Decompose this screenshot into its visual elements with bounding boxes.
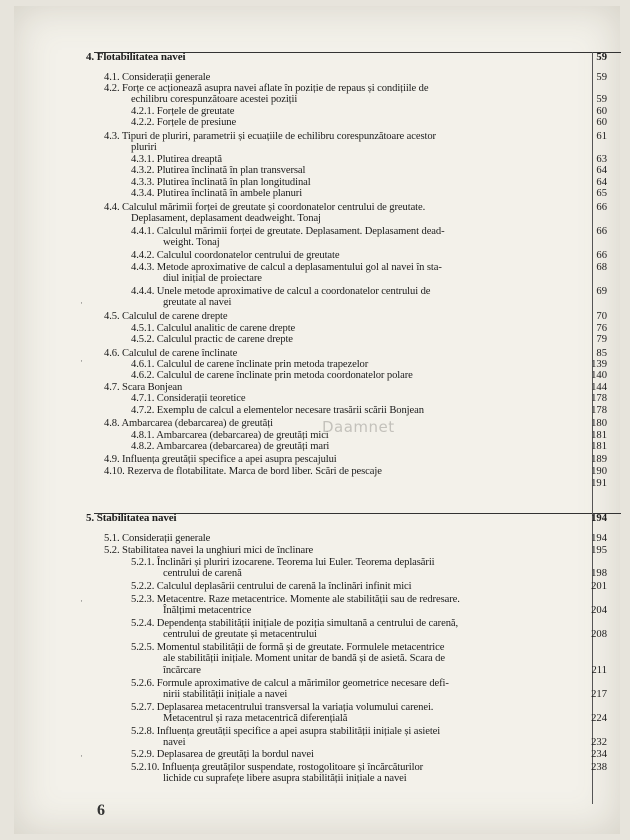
toc-page-number: 211 — [591, 665, 607, 676]
book-page — [14, 6, 620, 834]
toc-entry: Înălțimi metacentrice — [163, 605, 252, 616]
toc-page-number: 181 — [591, 430, 607, 441]
toc-page-number: 66 — [596, 250, 607, 261]
toc-entry: 5.2.4. Dependența stabilității inițiale de poziția simultană a centrului de carenă, — [131, 618, 459, 629]
toc-page-number: 189 — [591, 454, 607, 465]
toc-page-number: 65 — [596, 188, 607, 199]
page-number: 6 — [97, 802, 105, 819]
margin-mark: · — [80, 298, 83, 308]
toc-entry: 4.2.2. Forțele de presiune — [131, 117, 237, 128]
toc-page-number: 217 — [591, 689, 607, 700]
toc-entry: 5.2.2. Calculul deplasării centrului de carenă la înclinări infinit mici — [131, 581, 412, 592]
section-heading: 5. Stabilitatea navei — [86, 512, 177, 524]
toc-entry: 4.4.4. Unele metode aproximative de calcul a coordonatelor centrului de — [131, 286, 431, 297]
toc-entry: încărcare — [163, 665, 201, 676]
toc-entry: 4.6.1. Calculul de carene înclinate prin metoda trapezelor — [131, 359, 369, 370]
toc-page-number: 238 — [591, 762, 607, 773]
toc-entry: lichide cu suprafețe libere asupra stabilității inițiale a navei — [163, 773, 407, 784]
toc-entry: 4.9. Influența greutății specifice a apei asupra pescajului — [104, 454, 337, 465]
toc-entry: 4.7. Scara Bonjean — [104, 382, 183, 393]
toc-page-number: 204 — [591, 605, 607, 616]
toc-page-number: 194 — [591, 533, 607, 544]
toc-page-number: 59 — [596, 72, 607, 83]
toc-page-number: 139 — [591, 359, 607, 370]
toc-entry: Metacentrul și raza metacentrică diferențială — [163, 713, 348, 724]
toc-entry: 4.3.3. Plutirea înclinată în plan longitudinal — [131, 177, 311, 188]
toc-page-number: 70 — [596, 311, 607, 322]
toc-page-number: 63 — [596, 154, 607, 165]
toc-entry: 5.2.9. Deplasarea de greutăți la bordul navei — [131, 749, 314, 760]
toc-entry: 4.7.1. Considerații teoretice — [131, 393, 246, 404]
toc-page-number: 180 — [591, 418, 607, 429]
toc-entry: 4.3.1. Plutirea dreaptă — [131, 154, 222, 165]
toc-entry: 4.2. Forțe ce acționează asupra navei aflate în poziție de repaus și condițiile de — [104, 83, 429, 94]
toc-page-number: 190 — [591, 466, 607, 477]
toc-entry: 4.4.2. Calculul coordonatelor centrului de greutate — [131, 250, 340, 261]
toc-page-number: 64 — [596, 177, 607, 188]
toc-entry: 4.8.2. Ambarcarea (debarcarea) de greutăți mari — [131, 441, 330, 452]
margin-mark: · — [80, 596, 83, 606]
toc-page-number: 61 — [596, 131, 607, 142]
toc-entry: 5.2.1. Înclinări și pluriri izocarene. Teorema lui Euler. Teorema deplasării — [131, 557, 435, 568]
toc-entry: 4.4. Calculul mărimii forței de greutate și coordonatelor centrului de greutate. — [104, 202, 426, 213]
toc-entry: 5.1. Considerații generale — [104, 533, 211, 544]
toc-entry: weight. Tonaj — [163, 237, 220, 248]
toc-page-number: 201 — [591, 581, 607, 592]
toc-entry: 4.3.2. Plutirea înclinată în plan transversal — [131, 165, 306, 176]
toc-page-number: 144 — [591, 382, 607, 393]
toc-page-number: 66 — [596, 202, 607, 213]
toc-page-number: 59 — [596, 94, 607, 105]
watermark: Daamnet — [322, 418, 395, 436]
toc-entry: centrului de carenă — [163, 568, 242, 579]
toc-entry: Deplasament, deplasament deadweight. Tonaj — [131, 213, 321, 224]
toc-page-number: 191 — [591, 478, 607, 489]
toc-entry: 5.2.8. Influența greutății specifice a apei asupra stabilității inițiale și asietei — [131, 726, 441, 737]
toc-entry: 5.2.10. Influența greutăților suspendate, rostogolitoare și încărcăturilor — [131, 762, 424, 773]
toc-page-number: 194 — [591, 513, 607, 524]
toc-entry: 4.5.2. Calculul practic de carene drepte — [131, 334, 293, 345]
toc-entry: 4.8. Ambarcarea (debarcarea) de greutăți — [104, 418, 273, 429]
margin-mark: · — [80, 356, 83, 366]
toc-entry: 4.1. Considerații generale — [104, 72, 211, 83]
toc-page-number: 198 — [591, 568, 607, 579]
toc-page-number: 66 — [596, 226, 607, 237]
toc-entry: 4.4.1. Calculul mărimii forței de greutate. Deplasament. Deplasament dead- — [131, 226, 445, 237]
toc-entry: 4.6.2. Calculul de carene înclinate prin metoda coordonatelor polare — [131, 370, 413, 381]
toc-page-number: 195 — [591, 545, 607, 556]
toc-entry: 4.8.1. Ambarcarea (debarcarea) de greutăți mici — [131, 430, 329, 441]
section-heading: 4. Flotabilitatea navei — [86, 51, 186, 63]
toc-entry: 5.2.6. Formule aproximative de calcul a mărimilor geometrice necesare defi- — [131, 678, 449, 689]
toc-entry: 4.3. Tipuri de pluriri, parametrii și ecuațiile de echilibru corespunzătoare acestor — [104, 131, 436, 142]
toc-entry: 5.2.5. Momentul stabilității de formă și de greutate. Formulele metacentrice — [131, 642, 445, 653]
toc-page-number: 68 — [596, 262, 607, 273]
toc-entry: 4.5. Calculul de carene drepte — [104, 311, 228, 322]
toc-page-number: 60 — [596, 117, 607, 128]
toc-entry: diul inițial de proiectare — [163, 273, 262, 284]
toc-page-number: 234 — [591, 749, 607, 760]
toc-entry: ale stabilității inițiale. Moment unitar de bandă și de asietă. Scara de — [163, 653, 445, 664]
toc-page-number: 232 — [591, 737, 607, 748]
toc-page-number: 59 — [596, 52, 607, 63]
toc-page-number: 79 — [596, 334, 607, 345]
toc-page-number: 69 — [596, 286, 607, 297]
toc-entry: 5.2. Stabilitatea navei la unghiuri mici de înclinare — [104, 545, 314, 556]
toc-entry: 4.6. Calculul de carene înclinate — [104, 348, 238, 359]
toc-entry: 4.3.4. Plutirea înclinată în ambele planuri — [131, 188, 303, 199]
toc-entry: 4.5.1. Calculul analitic de carene drepte — [131, 323, 296, 334]
toc-entry: 4.7.2. Exemplu de calcul a elementelor necesare trasării scării Bonjean — [131, 405, 424, 416]
toc-page-number: 140 — [591, 370, 607, 381]
toc-entry: 5.2.7. Deplasarea metacentrului transversal la variația volumului carenei. — [131, 702, 434, 713]
toc-entry: 4.10. Rezerva de flotabilitate. Marca de bord liber. Scări de pescaje — [104, 466, 382, 477]
toc-entry: nirii stabilității inițiale a navei — [163, 689, 288, 700]
toc-page-number: 224 — [591, 713, 607, 724]
toc-entry: 5.2.3. Metacentre. Raze metacentrice. Momente ale stabilității sau de redresare. — [131, 594, 460, 605]
toc-page-number: 178 — [591, 405, 607, 416]
toc-page-number: 85 — [596, 348, 607, 359]
toc-page-number: 208 — [591, 629, 607, 640]
toc-entry: centrului de greutate și metacentrului — [163, 629, 317, 640]
toc-entry: greutate al navei — [163, 297, 232, 308]
toc-page-number: 64 — [596, 165, 607, 176]
toc-page-number: 60 — [596, 106, 607, 117]
toc-entry: echilibru corespunzătoare acestei poziții — [131, 94, 298, 105]
toc-page-number: 76 — [596, 323, 607, 334]
margin-mark: · — [80, 751, 83, 761]
toc-entry: 4.4.3. Metode aproximative de calcul a deplasamentului gol al navei în sta- — [131, 262, 442, 273]
toc-entry: pluriri — [131, 142, 157, 153]
toc-entry: 4.2.1. Forțele de greutate — [131, 106, 235, 117]
toc-entry: navei — [163, 737, 186, 748]
toc-page-number: 178 — [591, 393, 607, 404]
toc-page-number: 181 — [591, 441, 607, 452]
